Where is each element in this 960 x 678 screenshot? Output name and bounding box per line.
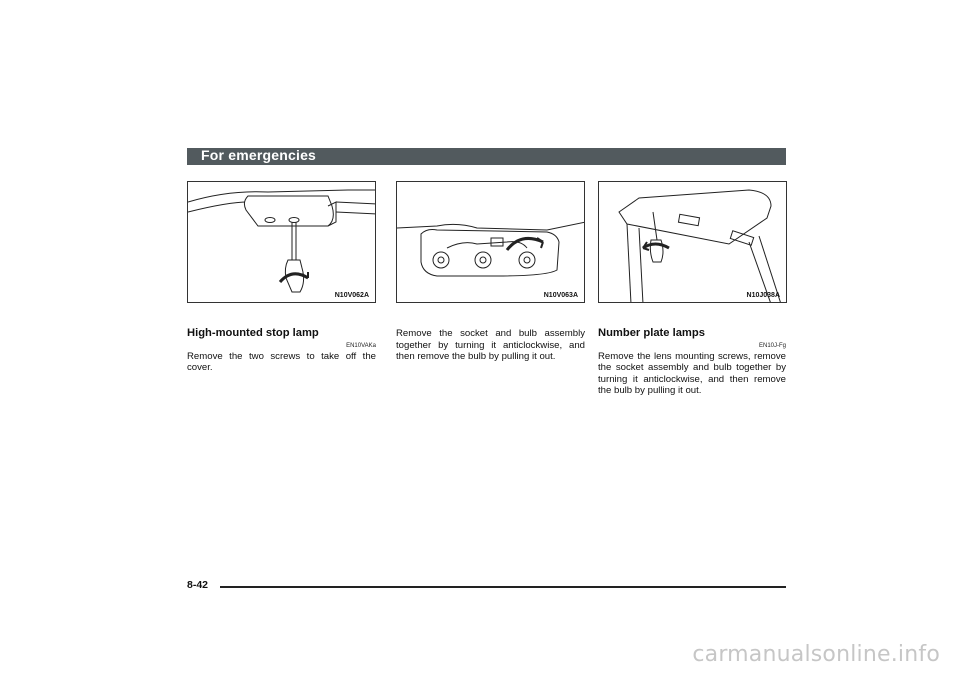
figure-number-plate-lamps [598, 181, 787, 303]
figure-code: N10J038A [746, 292, 780, 299]
figure-high-mounted-stop-lamp [187, 181, 376, 303]
section-header-bar [187, 148, 786, 165]
illustration-stop-lamp-screwdriver [188, 182, 376, 303]
section-code: EN10J-Fg [758, 342, 786, 349]
illustration-socket-assembly [397, 182, 585, 303]
figure-socket-bulb-assembly [396, 181, 585, 303]
section-header-title: For emergencies [201, 147, 317, 163]
section-title: Number plate lamps [598, 327, 705, 339]
column-socket-removal [396, 328, 585, 363]
column-high-mounted-stop-lamp [187, 328, 376, 374]
watermark-text: carmanualsonline.info [692, 642, 940, 667]
footer-rule [220, 586, 786, 588]
section-body-text: Remove the socket and bulb assembly together by turning it anticlockwise, and then remove the bulb by pulling it out. [396, 328, 585, 362]
section-title: High-mounted stop lamp [187, 327, 319, 339]
section-body-text: Remove the two screws to take off the cover. [187, 350, 376, 373]
section-body-text: Remove the lens mounting screws, remove the socket assembly and bulb together by turning it anticlockwise, and then remove the bulb by pulling it out. [598, 350, 786, 396]
page-number: 8-42 [187, 579, 209, 591]
section-code: EN10VAKa [346, 342, 376, 349]
illustration-number-plate-lamp [599, 182, 787, 303]
column-number-plate-lamps [598, 328, 786, 397]
figure-code: N10V063A [543, 292, 578, 299]
figure-code: N10V062A [334, 292, 369, 299]
